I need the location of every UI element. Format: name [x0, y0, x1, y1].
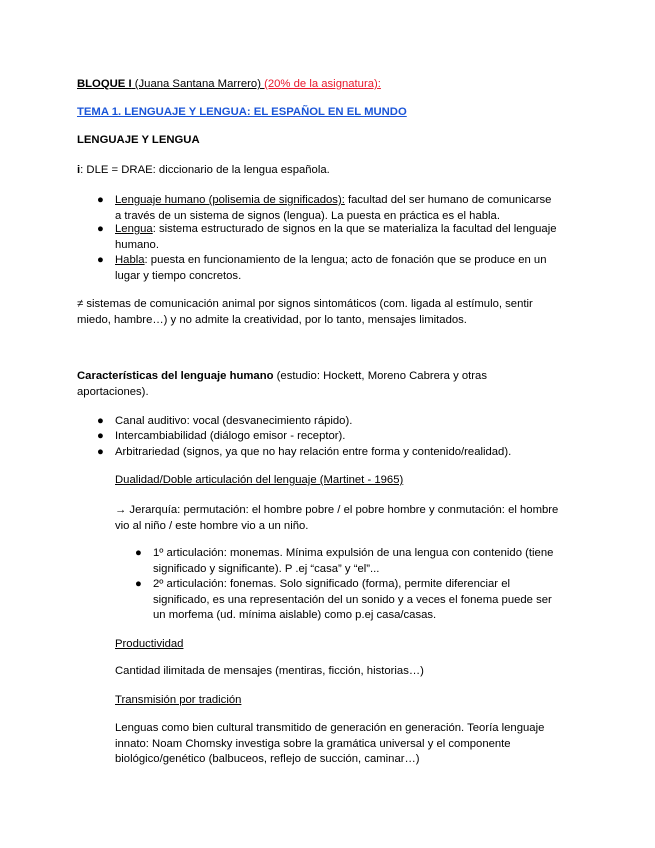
productividad-text: Cantidad ilimitada de mensajes (mentiras, ficción, historias…) [115, 665, 424, 677]
bullet-icon: ● [135, 547, 142, 559]
note-text: : DLE = DRAE: diccionario de la lengua española. [80, 164, 330, 176]
bloque-author: (Juana Santana Marrero) [131, 78, 265, 90]
definition-text: humano. [115, 238, 159, 251]
info-icon: i [77, 164, 81, 176]
transmision-heading: Transmisión por tradición [115, 694, 242, 706]
bullet-icon: ● [97, 446, 104, 458]
definition-text: lugar y tiempo concretos. [115, 269, 242, 282]
tema-title[interactable]: TEMA 1. LENGUAJE Y LENGUA: EL ESPAÑOL EN EL MUNDO [77, 106, 407, 118]
characteristics-title: Características del lenguaje humano [77, 370, 274, 382]
section-title: LENGUAJE Y LENGUA [77, 134, 200, 146]
transmision-paragraph: Lenguas como bien cultural transmitido de generación en generación. Teoría lenguaje innato: Noam Chomsky investiga sobre la gramática universal y el componente biológico/genético (balbuceos, reflejo de succión, caminar…) [115, 722, 545, 765]
definition-text: : sistema estructurado de signos en la que se materializa la facultad del lenguaje [152, 223, 557, 235]
definition-term: Lenguaje humano (polisemia de significados): [115, 194, 345, 206]
list-item: ● Intercambiabilidad (diálogo emisor - receptor). [115, 429, 595, 445]
definition-text: facultad del ser humano de comunicarse [344, 194, 552, 206]
definition-term: Habla [115, 254, 145, 266]
list-item: ● Canal auditivo: vocal (desvanecimiento rápido). [115, 414, 595, 430]
dualidad-paragraph: → Jerarquía: permutación: el hombre pobre / el pobre hombre y conmutación: el hombre vio al niño / este hombre vio a un niño. [115, 504, 559, 532]
bullet-icon: ● [97, 254, 104, 266]
bloque-label: BLOQUE I [77, 78, 132, 90]
list-item: ● 2º articulación: fonemas. Solo significado (forma), permite diferenciar el significado, es una representación del un sonido y a veces el fonema puede ser un morfema (ud. mínima aislable) como p.ej casa/casas. [135, 578, 552, 621]
dualidad-heading: Dualidad/Doble articulación del lenguaje (Martinet - 1965) [115, 474, 404, 486]
bullet-icon: ● [97, 194, 104, 206]
bullet-icon: ● [97, 223, 104, 235]
bullet-icon: ● [97, 415, 104, 427]
characteristics-heading: Características del lenguaje humano (estudio: Hockett, Moreno Cabrera y otras aportaciones). [77, 370, 487, 398]
list-item [97, 193, 595, 224]
bullet-icon: ● [135, 578, 142, 590]
bloque-heading [77, 77, 381, 93]
contrast-paragraph: ≠ sistemas de comunicación animal por signos sintomáticos (com. ligada al estímulo, sentir miedo, hambre…) y no admite la creatividad, por lo tanto, mensajes limitados. [77, 298, 533, 326]
list-item: ● Arbitrariedad (signos, ya que no hay relación entre forma y contenido/realidad). [115, 445, 595, 461]
bullet-icon: ● [97, 430, 104, 442]
definition-text: a través de un sistema de signos (lengua). La puesta en práctica es el habla. [115, 209, 500, 222]
definition-term: Lengua [115, 223, 153, 235]
productividad-heading: Productividad [115, 638, 184, 650]
list-item [97, 222, 595, 253]
list-item [97, 253, 595, 284]
bloque-percent: (20% de la asignatura): [264, 78, 381, 90]
note-line [77, 163, 330, 179]
list-item: ● 1º articulación: monemas. Mínima expulsión de una lengua con contenido (tiene significado y significante). P .ej “casa” y “el”... [135, 547, 554, 575]
definition-text: : puesta en funcionamiento de la lengua; acto de fonación que se produce en un [144, 254, 547, 266]
